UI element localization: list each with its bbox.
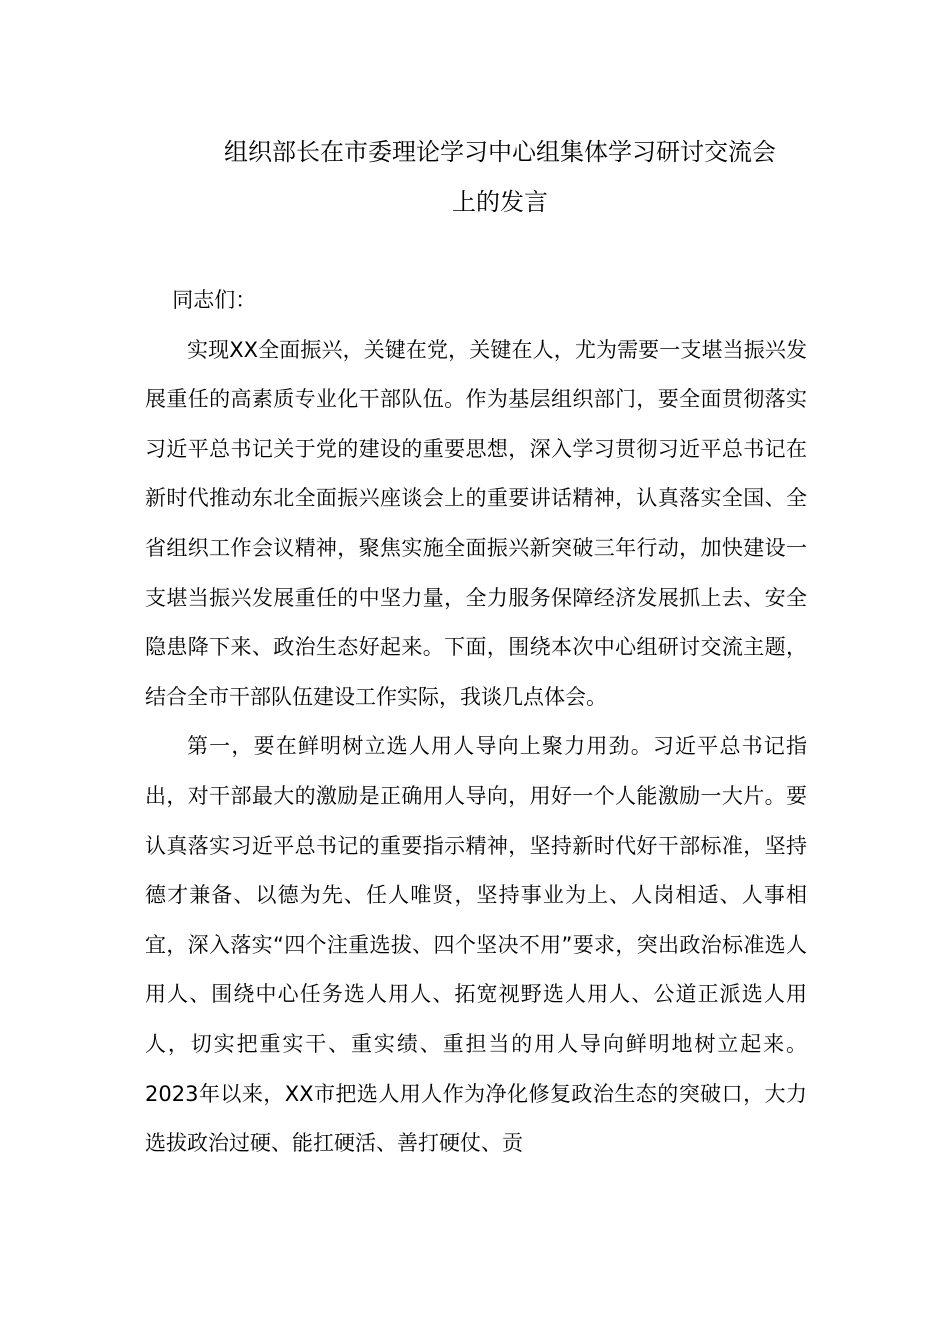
paragraph-first-point: 第一，要在鲜明树立选人用人导向上聚力用劲。习近平总书记指出，对干部最大的激励是正确用人导向，用好一个人能激励一大片。要认真落实习近平总书记的重要指示精神，坚持新时代好干部标准，坚持德才兼备、以德为先、任人唯贤，坚持事业为上、人岗相适、人事相宜，深入落实“四个注重选拔、四个坚决不用”要求，突出政治标准选人用人、围绕中心任务选人用人、拓宽视野选人用人、公道正派选人用人，切实把重实干、重实绩、重担当的用人导向鲜明地树立起来。2023年以来，XX市把选人用人作为净化修复政治生态的突破口，大力选拔政治过硬、能扛硬活、善打硬仗、贡 — [145, 734, 807, 1156]
page-bottom-margin — [0, 1222, 950, 1344]
paragraph-intro: 实现XX全面振兴，关键在党，关键在人，尤为需要一支堪当振兴发展重任的高素质专业化干部队伍。作为基层组织部门，要全面贯彻落实习近平总书记关于党的建设的重要思想，深入学习贯彻习近平总书记在新时代推动东北全面振兴座谈会上的重要讲话精神，认真落实全国、全省组织工作会议精神，聚焦实施全面振兴新突破三年行动，加快建设一支堪当振兴发展重任的中坚力量，全力服务保障经济发展抓上去、安全隐患降下来、政治生态好起来。下面，围绕本次中心组研讨交流主题，结合全市干部队伍建设工作实际，我谈几点体会。 — [145, 337, 807, 709]
document-body — [145, 276, 807, 1169]
salutation: 同志们： — [172, 288, 257, 312]
document-title-line-2: 上的发言 — [452, 188, 548, 216]
document-title-line-1: 组织部长在市委理论学习中心组集体学习研讨交流会 — [224, 138, 776, 166]
